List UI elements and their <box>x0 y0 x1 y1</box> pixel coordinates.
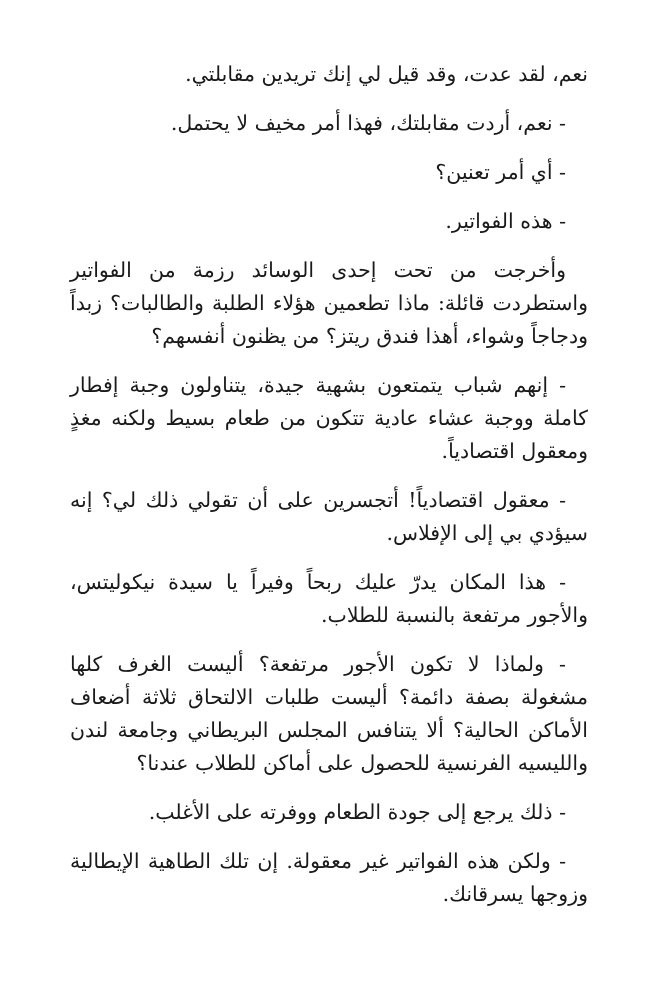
paragraph-11: - ولكن هذه الفواتير غير معقولة. إن تلك الطاهية الإيطالية وزوجها يسرقانك. <box>70 849 588 906</box>
paragraph-6: - إنهم شباب يتمتعون بشهية جيدة، يتناولون وجبة إفطار كاملة ووجبة عشاء عادية تتكون من طعام بسيط ولكنه مغذٍ ومعقول اقتصادياً. <box>70 373 588 463</box>
paragraph-5: وأخرجت من تحت إحدى الوسائد رزمة من الفواتير واستطردت قائلة: ماذا تطعمين هؤلاء الطلبة والطالبات؟ زبداً ودجاجاً وشواء، أهذا فندق ريتز؟ من يظنون أنفسهم؟ <box>70 258 588 348</box>
paragraph-10: - ذلك يرجع إلى جودة الطعام ووفرته على الأغلب. <box>148 800 566 824</box>
paragraph-3: - أي أمر تعنين؟ <box>435 160 566 184</box>
paragraph-4: - هذه الفواتير. <box>445 209 566 233</box>
book-page-text <box>70 58 588 927</box>
paragraph-7: - معقول اقتصادياً! أتجسرين على أن تقولي ذلك لي؟ إنه سيؤدي بي إلى الإفلاس. <box>70 488 588 545</box>
paragraph-2: - نعم، أردت مقابلتك، فهذا أمر مخيف لا يحتمل. <box>170 111 566 135</box>
paragraph-8: - هذا المكان يدرّ عليك ربحاً وفيراً يا سيدة نيكوليتس، والأجور مرتفعة بالنسبة للطلاب. <box>70 570 588 627</box>
paragraph-1: نعم، لقد عدت، وقد قيل لي إنك تريدين مقابلتي. <box>185 62 588 86</box>
paragraph-9: - ولماذا لا تكون الأجور مرتفعة؟ أليست الغرف كلها مشغولة بصفة دائمة؟ أليست طلبات الالتحاق ثلاثة أضعاف الأماكن الحالية؟ ألا يتنافس المجلس البريطاني وجامعة لندن والليسيه الفرنسية للحصول على أماكن للطلاب عندنا؟ <box>70 652 588 775</box>
